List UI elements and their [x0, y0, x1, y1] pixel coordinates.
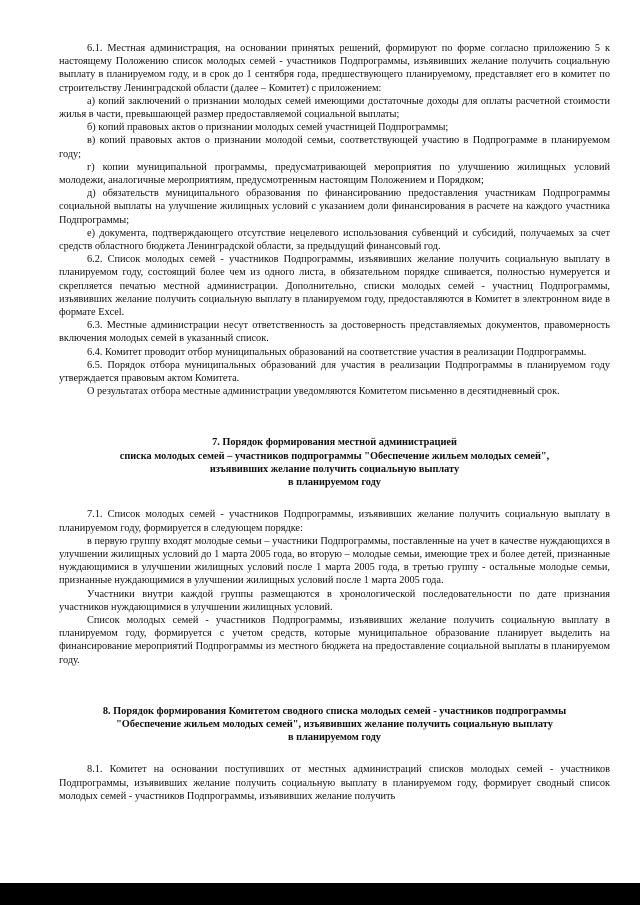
- paragraph-6-1: 6.1. Местная администрация, на основании принятых решений, формируют по форме согласно приложению 5 к настоящему Положению список молодых семей - участников Подпрограммы, изъявивших желание получить социальную выплату в планируемом году, и в срок до 1 сентября года, предшествующего планируемому, представляет его в комитет по строительству Ленинградской области (далее – Комитет) с приложением:: [59, 43, 610, 94]
- section-8-heading: [59, 705, 610, 745]
- heading-line: в планируемом году: [288, 477, 381, 489]
- spacer: [59, 744, 610, 763]
- paragraph-6-6: О результатах отбора местные администрации уведомляются Комитетом письменно в десятидневный срок.: [87, 386, 560, 398]
- paragraph-8-1: 8.1. Комитет на основании поступивших от местных администраций списков молодых семей - участников Подпрограммы, изъявивших желание получить социальную выплату в планируемом году, формирует сводный список молодых семей - участников Подпрограммы, изъявивших желание получить: [59, 764, 610, 802]
- heading-line: 7. Порядок формирования местной администрацией: [212, 437, 457, 449]
- paragraph-6-5: 6.5. Порядок отбора муниципальных образований для участия в реализации Подпрограммы в планируемом году утверждается правовым актом Комитета.: [59, 359, 610, 385]
- paragraph-7-4: Список молодых семей - участников Подпрограммы, изъявивших желание получить социальную выплату в планируемом году, формируется с учетом средств, которые муниципальное образование планирует выделить на финансирование мероприятий Подпрограммы из местного бюджета на предоставление социальной выплаты в планируемом году.: [59, 614, 610, 666]
- list-item-b: б) копий правовых актов о признании молодых семей участницей Подпрограммы;: [87, 122, 449, 134]
- list-item-g: г) копии муниципальной программы, предусматривающей мероприятия по улучшению жилищных условий молодежи, аналогичные мероприятиям, предусмотренным настоящим Положением и Порядком;: [59, 161, 610, 187]
- paragraph-6-3: 6.3. Местные администрации несут ответственность за достоверность представляемых документов, правомерность включения молодых семей в указанный список.: [59, 320, 610, 345]
- heading-line: в планируемом году: [288, 732, 381, 744]
- paragraph-7-3: Участники внутри каждой группы размещаются в хронологической последовательности по дате признания участников нуждающимися в улучшении жилищных условий.: [59, 588, 610, 613]
- list-item-v: в) копий правовых актов о признании молодой семьи, соответствующей участию в Подпрограмме в планируемом году;: [59, 135, 610, 160]
- paragraph-6-2: 6.2. Список молодых семей - участников Подпрограммы, изъявивших желание получить социальную выплату в планируемом году, состоящий более чем из одного листа, в обязательном порядке сшивается, полностью нумеруется и скрепляется печатью местной администрации. Дополнительно, списки молодых семей - участниц Подпрограммы, изъявивших желание получить социальную выплату в планируемом году, предоставляются в Комитет в электронном виде в формате Excel.: [59, 254, 610, 319]
- scan-bottom-edge: [0, 883, 640, 905]
- paragraph-7-2: в первую группу входят молодые семьи – участники Подпрограммы, поставленные на учет в качестве нуждающихся в улучшении жилищных условий до 1 марта 2005 года, во вторую – молодые семьи, имеющие трех и более детей, признанные нуждающимися в улучшении жилищных условий после 1 марта 2005 года, в третью группу - остальные молодые семьи, признанные нуждающимися в улучшении жилищных условий после 1 марта 2005 года.: [59, 535, 610, 587]
- list-item-a: а) копий заключений о признании молодых семей имеющими достаточные доходы для оплаты расчетной стоимости жилья в части, превышающей размер предоставляемой социальной выплаты;: [59, 95, 610, 121]
- list-item-d: д) обязательств муниципального образования по финансированию предоставления участникам Подпрограммы социальной выплаты на улучшение жилищных условий с указанием доли финансирования в расчете на каждого участника Подпрограммы;: [59, 188, 610, 226]
- paragraph-7-1: 7.1. Список молодых семей - участников Подпрограммы, изъявивших желание получить социальную выплату в планируемом году, формируется в следующем порядке:: [59, 509, 610, 534]
- heading-line: изъявивших желание получить социальную выплату: [209, 463, 460, 475]
- heading-line: списка молодых семей – участников подпрограммы "Обеспечение жильем молодых семей",: [119, 450, 550, 462]
- list-item-e: е) документа, подтверждающего отсутствие нецелевого использования субвенций и субсидий, получаемых за счет средств областного бюджета Ленинградской области, за предыдущий финансовый год.: [59, 227, 610, 253]
- spacer: [59, 398, 610, 436]
- spacer: [59, 667, 610, 705]
- paragraph-6-4: 6.4. Комитет проводит отбор муниципальных образований на соответствие участия в реализации Подпрограммы.: [87, 346, 587, 358]
- spacer: [59, 489, 610, 508]
- section-7-heading: [59, 436, 610, 489]
- heading-line: "Обеспечение жильем молодых семей", изъявивших желание получить социальную выплату: [116, 718, 553, 730]
- document-page: [59, 42, 610, 803]
- heading-line: 8. Порядок формирования Комитетом сводного списка молодых семей - участников подпрограммы: [102, 705, 567, 717]
